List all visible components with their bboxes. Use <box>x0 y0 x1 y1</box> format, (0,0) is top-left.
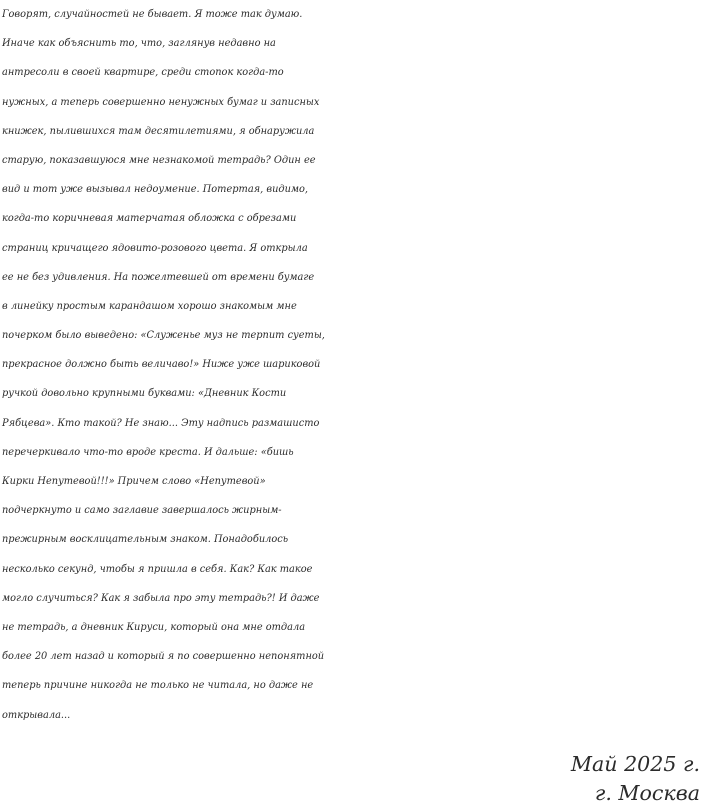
text-line: не тетрадь, а дневник Кируси, который она мне отдала <box>2 621 306 633</box>
text-line: могло случиться? Как я забыла про эту тетрадь?! И даже <box>2 592 320 604</box>
text-line: книжек, пылившихся там десятилетиями, я обнаружила <box>2 125 315 137</box>
text-line: Рябцева». Кто такой? Не знаю... Эту надпись размашисто <box>2 417 320 429</box>
text-line: прежирным восклицательным знаком. Понадобилось <box>2 534 289 546</box>
signature-block <box>571 750 700 808</box>
text-line: ручкой довольно крупными буквами: «Дневник Кости <box>2 388 287 400</box>
text-line: вид и тот уже вызывал недоумение. Потертая, видимо, <box>2 184 309 196</box>
signature-date: Май 2025 г. <box>570 752 700 776</box>
text-line: старую, показавшуюся мне незнакомой тетрадь? Один ее <box>2 154 316 166</box>
text-line: Говорят, случайностей не бывает. Я тоже так думаю. <box>2 9 303 20</box>
text-line: прекрасное должно быть величаво!» Ниже уже шариковой <box>2 359 321 371</box>
text-line: когда-то коричневая матерчатая обложка с обрезами <box>2 213 297 225</box>
text-line: несколько секунд, чтобы я пришла в себя. Как? Как такое <box>2 563 313 575</box>
text-line: страниц кричащего ядовито-розового цвета. Я открыла <box>2 242 308 254</box>
text-line: почерком было выведено: «Служенье муз не терпит суеты, <box>2 330 325 342</box>
text-line: открывала... <box>2 709 71 721</box>
text-line: в линейку простым карандашом хорошо знакомым мне <box>2 300 297 312</box>
body-paragraph <box>2 0 702 730</box>
text-line: антресоли в своей квартире, среди стопок когда-то <box>2 67 284 79</box>
text-line: нужных, а теперь совершенно ненужных бумаг и записных <box>2 96 320 108</box>
signature-place: г. Москва <box>594 781 700 805</box>
text-line: Иначе как объяснить то, что, заглянув недавно на <box>2 38 276 50</box>
text-line: более 20 лет назад и который я по совершенно непонятной <box>2 651 325 663</box>
text-line: ее не без удивления. На пожелтевшей от времени бумаге <box>2 271 315 283</box>
text-line: подчеркнуто и само заглавие завершалось жирным- <box>2 505 282 517</box>
text-line: Кирки Непутевой!!!» Причем слово «Непутевой» <box>2 476 266 487</box>
text-line: перечеркивало что-то вроде креста. И дальше: «бишь <box>2 446 294 458</box>
text-line: теперь причине никогда не только не читала, но даже не <box>2 680 314 692</box>
